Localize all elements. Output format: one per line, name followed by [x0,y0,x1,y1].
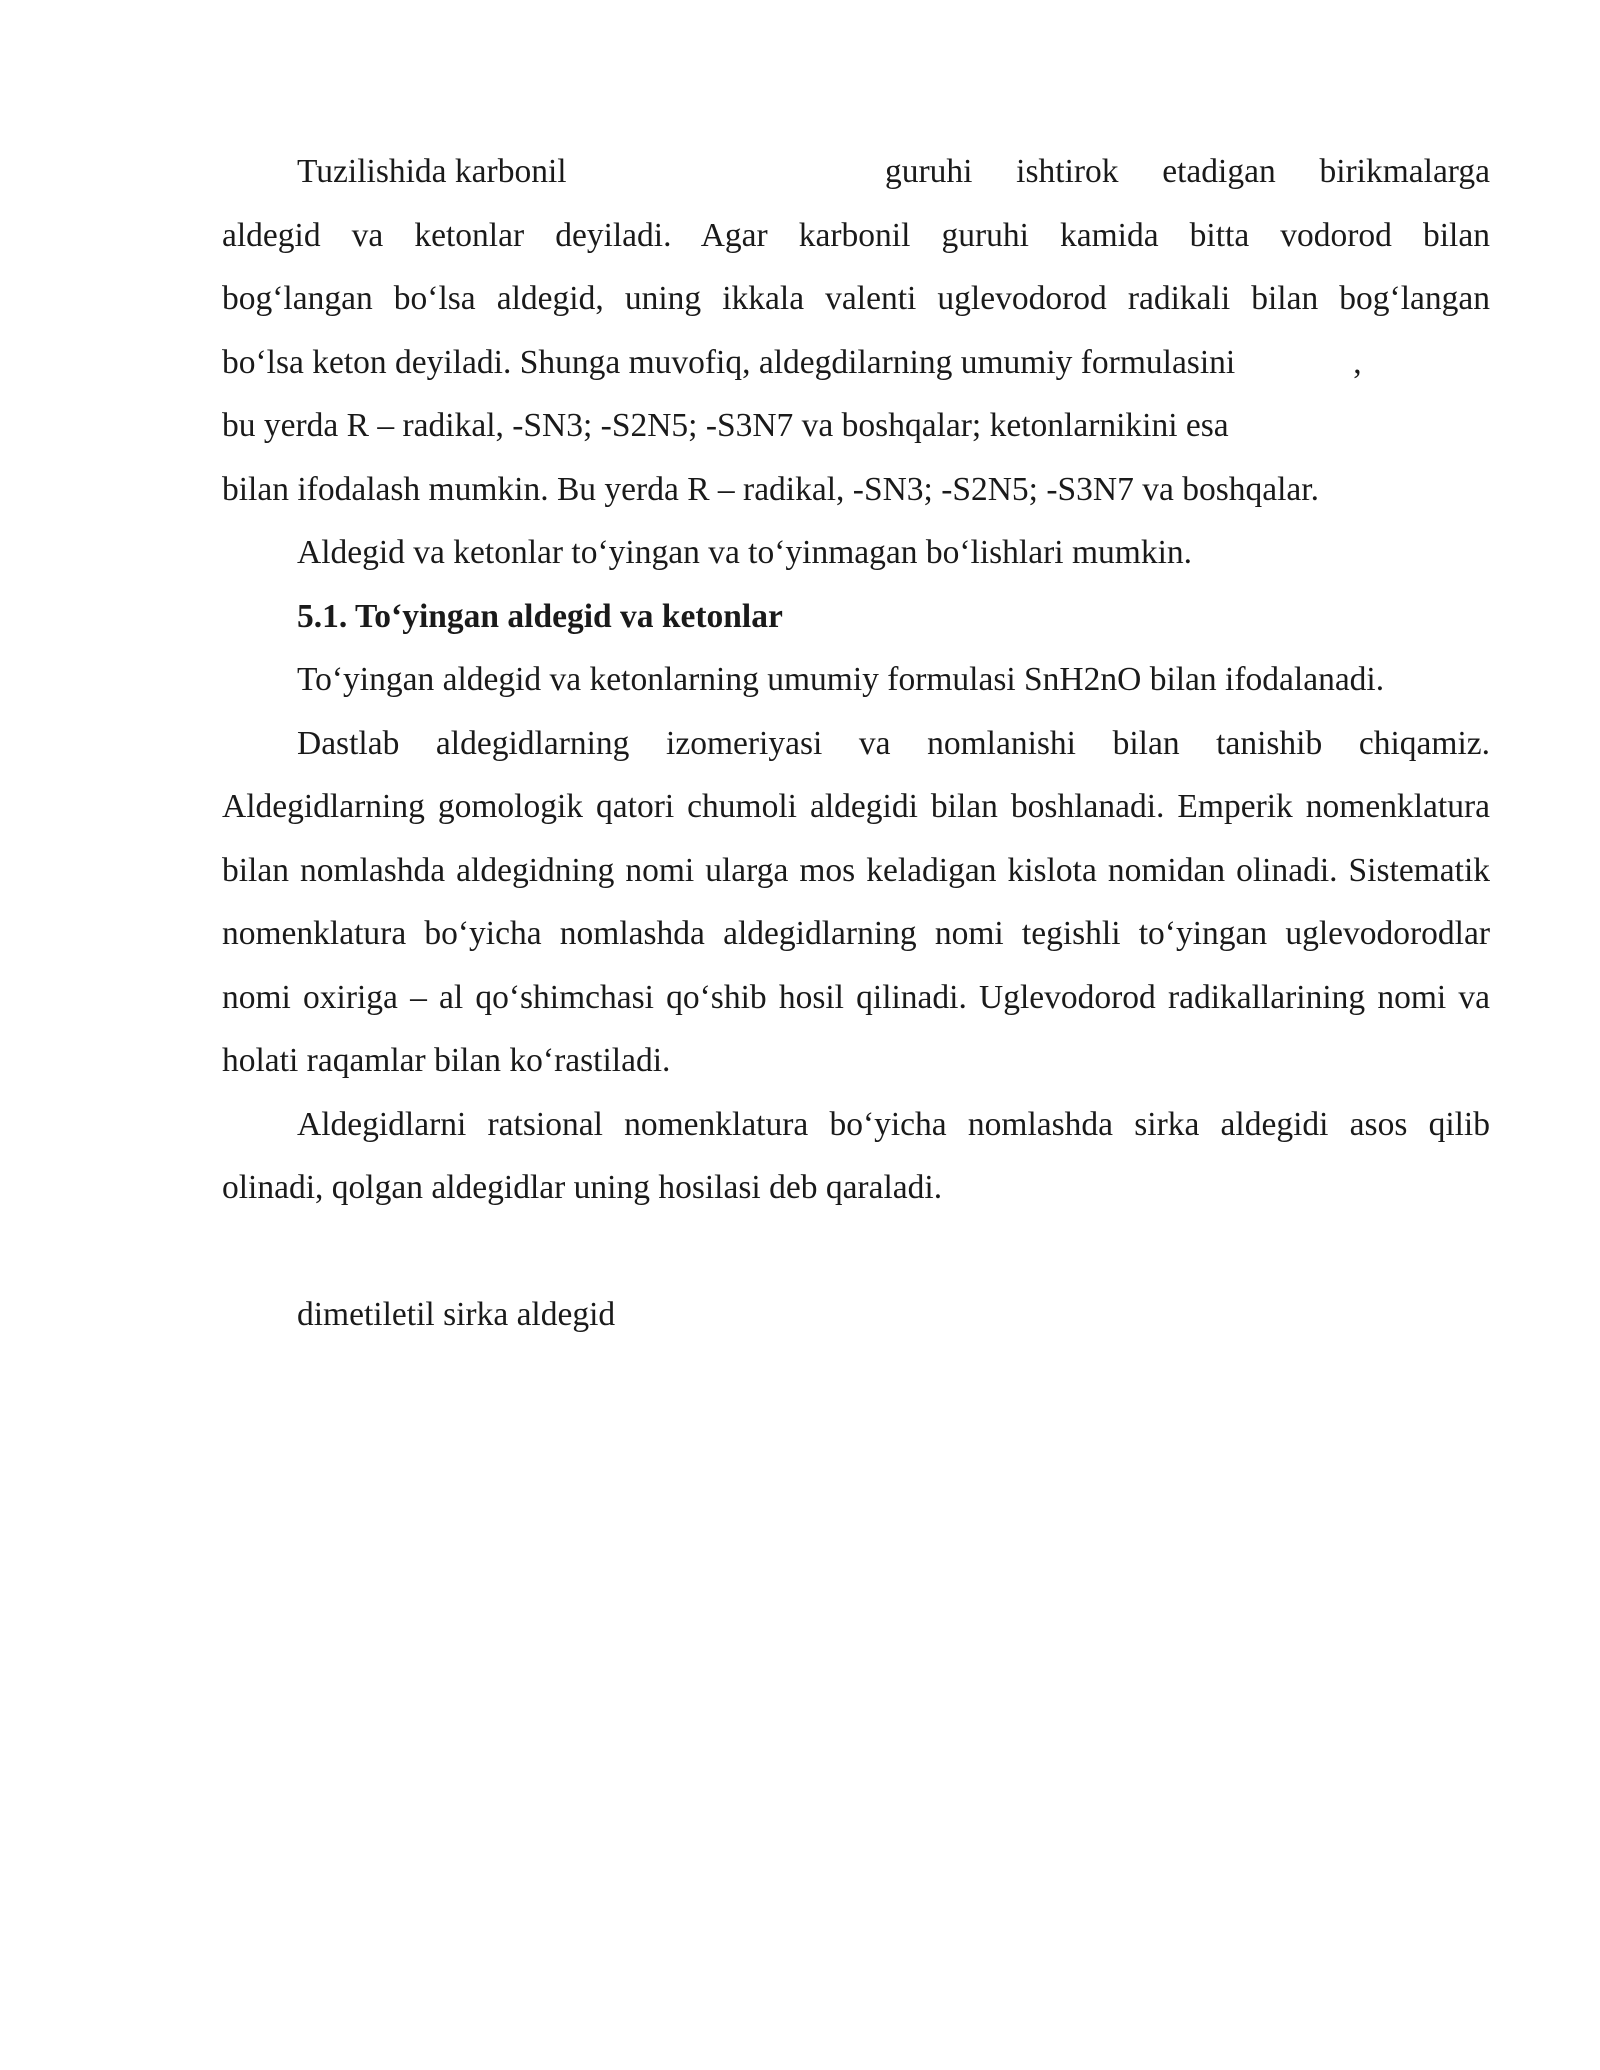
text-segment: Tuzilishida karbonil [297,153,567,190]
word: guruhi [885,153,973,190]
word: etadigan [1162,153,1276,190]
paragraph-types: Aldegid va ketonlar to‘yingan va to‘yinmagan bo‘lishlari mumkin. [297,534,1192,571]
paragraph-intro-line-5: bu yerda R – radikal, -SN3; -S2N5; -S3N7 va boshqalar; ketonlarnikini esa [222,407,1229,444]
word: ishtirok [1016,153,1119,190]
word: birikmalarga [1319,153,1490,190]
text-segment: , [1353,343,1362,381]
paragraph-intro-line-4 [222,331,1490,395]
paragraph-intro-line-3: bog‘langan bo‘lsa aldegid, uning ikkala valenti uglevodorod radikali bilan bog‘langan [222,280,1490,317]
blank-line [222,1220,1490,1284]
paragraph-formula: To‘yingan aldegid va ketonlarning umumiy formulasi SnH2nO bilan ifodalanadi. [297,661,1385,698]
text-segment-right [885,140,1490,204]
paragraph-intro-line-6: bilan ifodalash mumkin. Bu yerda R – radikal, -SN3; -S2N5; -S3N7 va boshqalar. [222,470,1319,508]
compound-caption: dimetiletil sirka aldegid [297,1296,616,1333]
text-segment: bo‘lsa keton deyiladi. Shunga muvofiq, aldegdilarning umumiy formulasini [222,343,1236,381]
section-heading: 5.1. To‘yingan aldegid va ketonlar [297,597,783,635]
paragraph-nomenclature: Dastlab aldegidlarning izomeriyasi va nomlanishi bilan tanishib chiqamiz. Aldegidlarning gomologik qatori chumoli aldegidi bilan boshlanadi. Emperik nomenklatura bilan nomlashda aldegidning nomi ularga mos keladigan kislota nomidan olinadi. Sistematik nomenklatura bo‘yicha nomlashda aldegidlarning nomi tegishli to‘yingan uglevodorodlar nomi oxiriga – al qo‘shimchasi qo‘shib hosil qilinadi. Uglevodorod radikallarining nomi va holati raqamlar bilan ko‘rastiladi. [222,724,1490,1079]
paragraph-intro-line-2: aldegid va ketonlar deyiladi. Agar karbonil guruhi kamida bitta vodorod bilan [222,216,1490,254]
document-page [222,140,1490,1347]
paragraph-rational: Aldegidlarni ratsional nomenklatura bo‘yicha nomlashda sirka aldegidi asos qilib olinadi, qolgan aldegidlar uning hosilasi deb qaraladi. [222,1105,1490,1206]
paragraph-intro-line-1 [222,140,1490,204]
